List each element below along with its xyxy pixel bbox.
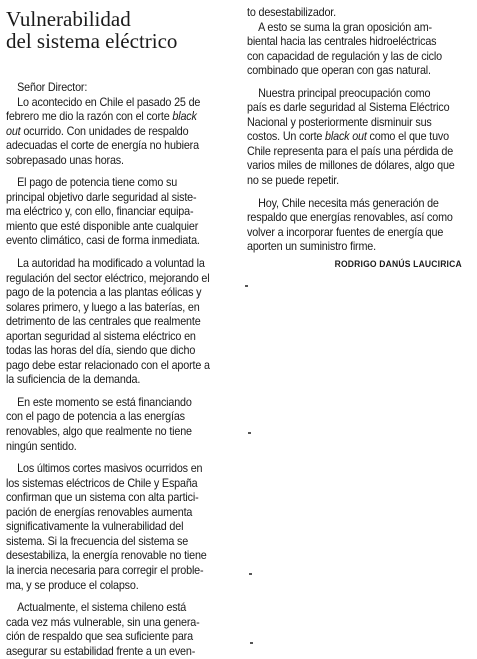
text-line: ma, y se produce el colapso. xyxy=(6,578,139,592)
paragraph-gap xyxy=(6,249,239,257)
text-line: Señor Director: xyxy=(17,81,88,94)
right-column-lines xyxy=(247,6,477,255)
text-line: En este momento se está financiando xyxy=(17,395,192,409)
text-line: biental hacia las centrales hidroeléctricas xyxy=(247,35,437,49)
text-line: Hoy, Chile necesita más generación de xyxy=(258,196,439,210)
text-line: A esto se suma la gran oposición am- xyxy=(258,20,432,34)
text-line: la inercia necesaria para corregir el proble- xyxy=(6,563,204,577)
author-signature: RODRIGO DANÚS LAUCIRICA xyxy=(334,258,462,269)
text-line: los sistemas eléctricos de Chile y España xyxy=(6,476,198,490)
text-line: sistema. Si la frecuencia del sistema se xyxy=(6,534,189,548)
text-line: desestabiliza, la energía renovable no tiene xyxy=(6,549,207,563)
left-column xyxy=(6,0,239,658)
text-line: Actualmente, el sistema chileno está xyxy=(17,601,187,615)
text-line: aportan seguridad al sistema eléctrico en xyxy=(6,329,196,343)
text-line: El pago de potencia tiene como su xyxy=(17,176,178,190)
text-line: ción de respaldo que sea suficiente para xyxy=(6,630,193,644)
right-column xyxy=(247,0,477,651)
paragraph-gap xyxy=(247,189,477,197)
text-line: to desestabilizador. xyxy=(247,6,336,19)
text-line: con el pago de potencia a las energías xyxy=(6,410,185,424)
text-line: no se puede repetir. xyxy=(247,174,339,188)
text-line: aporten un suministro firme. xyxy=(247,240,376,254)
text-line: varios miles de millones de dólares, algo que xyxy=(247,159,455,173)
text-line: pago debe estar relacionado con el aporte a xyxy=(6,358,210,372)
text-line: la suficiencia de la demanda. xyxy=(6,373,141,387)
headline-line: del sistema eléctrico xyxy=(6,29,178,53)
text-line: detrimento de las centrales que realmente xyxy=(6,315,201,329)
text-line: principal objetivo darle seguridad al siste- xyxy=(6,190,197,204)
text-line: todas las horas del día, siendo que dicho xyxy=(6,344,196,358)
text-line: Nuestra principal preocupación como xyxy=(258,86,431,100)
text-line: cada vez más vulnerable, sin una genera- xyxy=(6,615,200,629)
paragraph-gap xyxy=(6,454,239,462)
text-line: febrero me dio la razón con el corte black xyxy=(6,110,197,124)
text-line: país es darle seguridad al Sistema Eléctrico xyxy=(247,101,450,115)
paragraph-gap xyxy=(6,168,239,176)
text-line: out ocurrido. Con unidades de respaldo xyxy=(6,124,189,138)
text-line: costos. Un corte black out como el que tuvo xyxy=(247,130,449,144)
text-line: solares primero, y luego a las baterías, en xyxy=(6,300,200,314)
text-line: evento climático, casi de forma inmediata. xyxy=(6,234,200,248)
scan-mark xyxy=(250,642,253,644)
text-line: combinado que operan con gas natural. xyxy=(247,64,431,78)
text-line: pación de energías renovables aumenta xyxy=(6,505,193,519)
text-line: adecuadas el corte de energía no hubiera xyxy=(6,139,199,153)
text-line: significativamente la vulnerabilidad del xyxy=(6,520,184,534)
scan-mark xyxy=(248,432,251,434)
paragraph-gap xyxy=(6,593,239,601)
text-line: Chile representa para el país una pérdida de xyxy=(247,144,454,158)
text-line: pago de la potencia a las plantas eólicas y xyxy=(6,286,202,300)
text-line: con capacidad de regulación y las de ciclo xyxy=(247,49,442,63)
text-line: confirman que un sistema con alta partici- xyxy=(6,491,199,505)
text-line: ma eléctrico y, con ello, financiar equipa- xyxy=(6,205,194,219)
text-line: ningún sentido. xyxy=(6,439,77,453)
text-line: sobrepasado unas horas. xyxy=(6,153,124,167)
paragraph-gap xyxy=(6,388,239,396)
text-line: Los últimos cortes masivos ocurridos en xyxy=(17,462,203,476)
scan-mark xyxy=(245,285,248,287)
paragraph-gap xyxy=(247,79,477,87)
text-line: volver a incorporar fuentes de energía que xyxy=(247,225,444,239)
text-line: renovables, algo que realmente no tiene xyxy=(6,425,192,439)
text-line: asegurar su estabilidad frente a un even- xyxy=(6,644,196,658)
text-line: Nacional y posteriormente disminuir sus xyxy=(247,115,432,129)
text-line: regulación del sector eléctrico, mejorando el xyxy=(6,271,210,285)
signature-block xyxy=(247,257,477,272)
headline-line: Vulnerabilidad xyxy=(6,7,131,31)
text-line: Lo acontecido en Chile el pasado 25 de xyxy=(17,95,201,109)
text-line: La autoridad ha modificado a voluntad la xyxy=(17,257,205,271)
scan-mark xyxy=(249,573,252,575)
text-line: respaldo que energías renovables, así como xyxy=(247,211,453,225)
text-line: miento que esté disponible ante cualquier xyxy=(6,219,199,233)
